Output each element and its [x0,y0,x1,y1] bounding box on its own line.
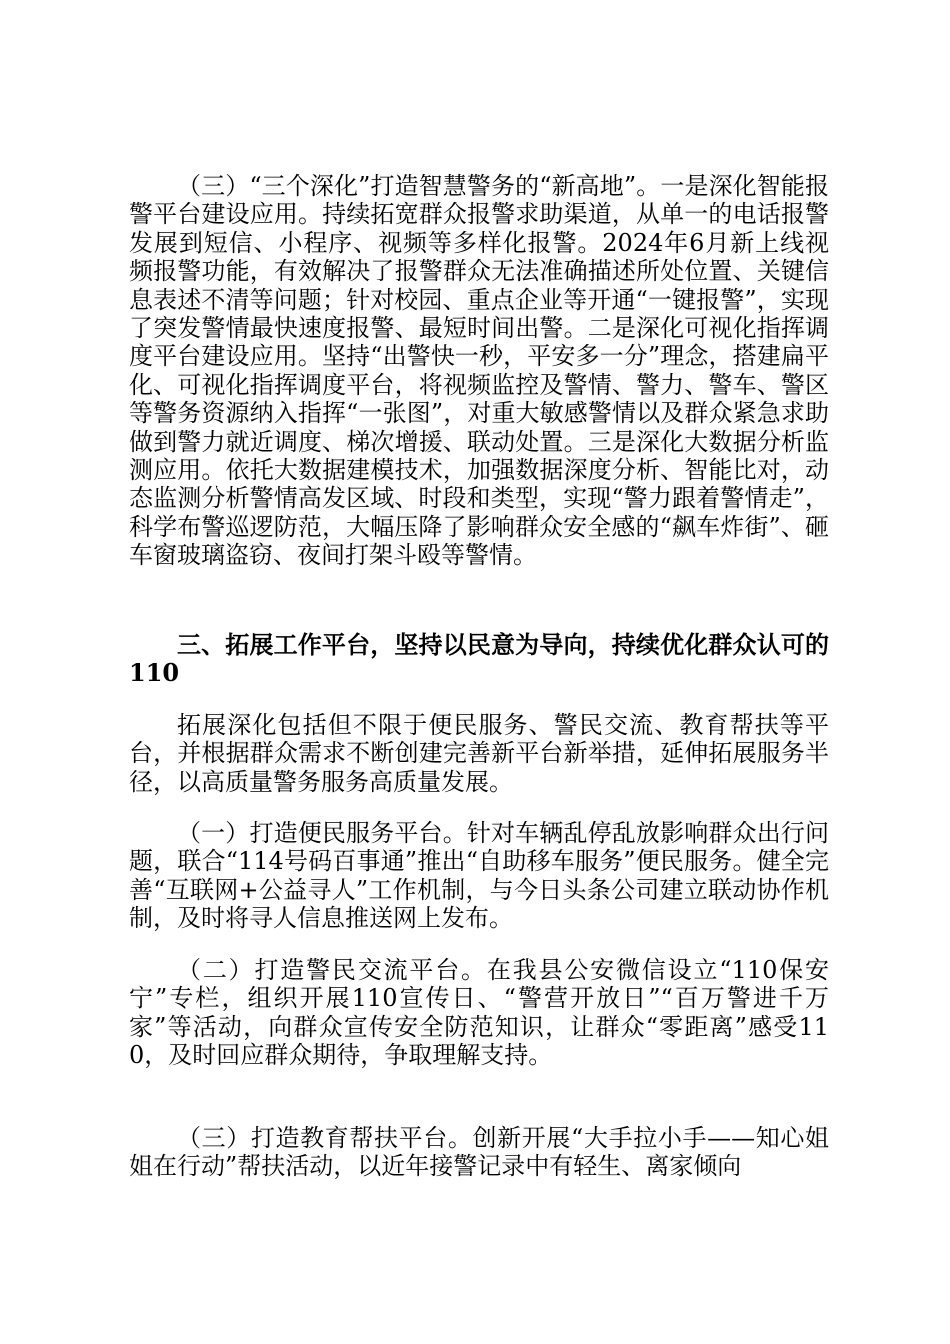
paragraph-platform-intro: 拓展深化包括但不限于便民服务、警民交流、教育帮扶等平台，并根据群众需求不断创建完善新平台新举措，延伸拓展服务半径，以高质量警务服务高质量发展。 [129,711,829,796]
paragraph-education-platform: （三）打造教育帮扶平台。创新开展“大手拉小手——知心姐姐在行动”帮扶活动，以近年接警记录中有轻生、离家倾向 [129,1124,829,1181]
paragraph-convenience-platform: （一）打造便民服务平台。针对车辆乱停乱放影响群众出行问题，联合“114号码百事通”推出“自助移车服务”便民服务。健全完善“互联网+公益寻人”工作机制，与今日头条公司建立联动协作机制，及时将寻人信息推送网上发布。 [129,819,829,933]
section-heading: 三、拓展工作平台，坚持以民意为导向，持续优化群众认可的110 [129,630,829,688]
paragraph-smart-policing: （三）“三个深化”打造智慧警务的“新高地”。一是深化智能报警平台建设应用。持续拓宽群众报警求助渠道，从单一的电话报警发展到短信、小程序、视频等多样化报警。2024年6月新上线视频报警功能，有效解决了报警群众无法准确描述所处位置、关键信息表述不清等问题；针对校园、重点企业等开通“一键报警”，实现了突发警情最快速度报警、最短时间出警。二是深化可视化指挥调度平台建设应用。坚持“出警快一秒，平安多一分”理念，搭建扁平化、可视化指挥调度平台，将视频监控及警情、警力、警车、警区等警务资源纳入指挥“一张图”，对重大敏感警情以及群众紧急求助做到警力就近调度、梯次增援、联动处置。三是深化大数据分析监测应用。依托大数据建模技术，加强数据深度分析、智能比对，动态监测分析警情高发区域、时段和类型，实现“警力跟着警情走”，科学布警巡逻防范，大幅压降了影响群众安全感的“飙车炸街”、砸车窗玻璃盗窃、夜间打架斗殴等警情。 [129,172,829,570]
paragraph-communication-platform: （二）打造警民交流平台。在我县公安微信设立“110保安宁”专栏，组织开展110宣传日、“警营开放日”“百万警进千万家”等活动，向群众宣传安全防范知识，让群众“零距离”感受110，及时回应群众期待，争取理解支持。 [129,956,829,1070]
